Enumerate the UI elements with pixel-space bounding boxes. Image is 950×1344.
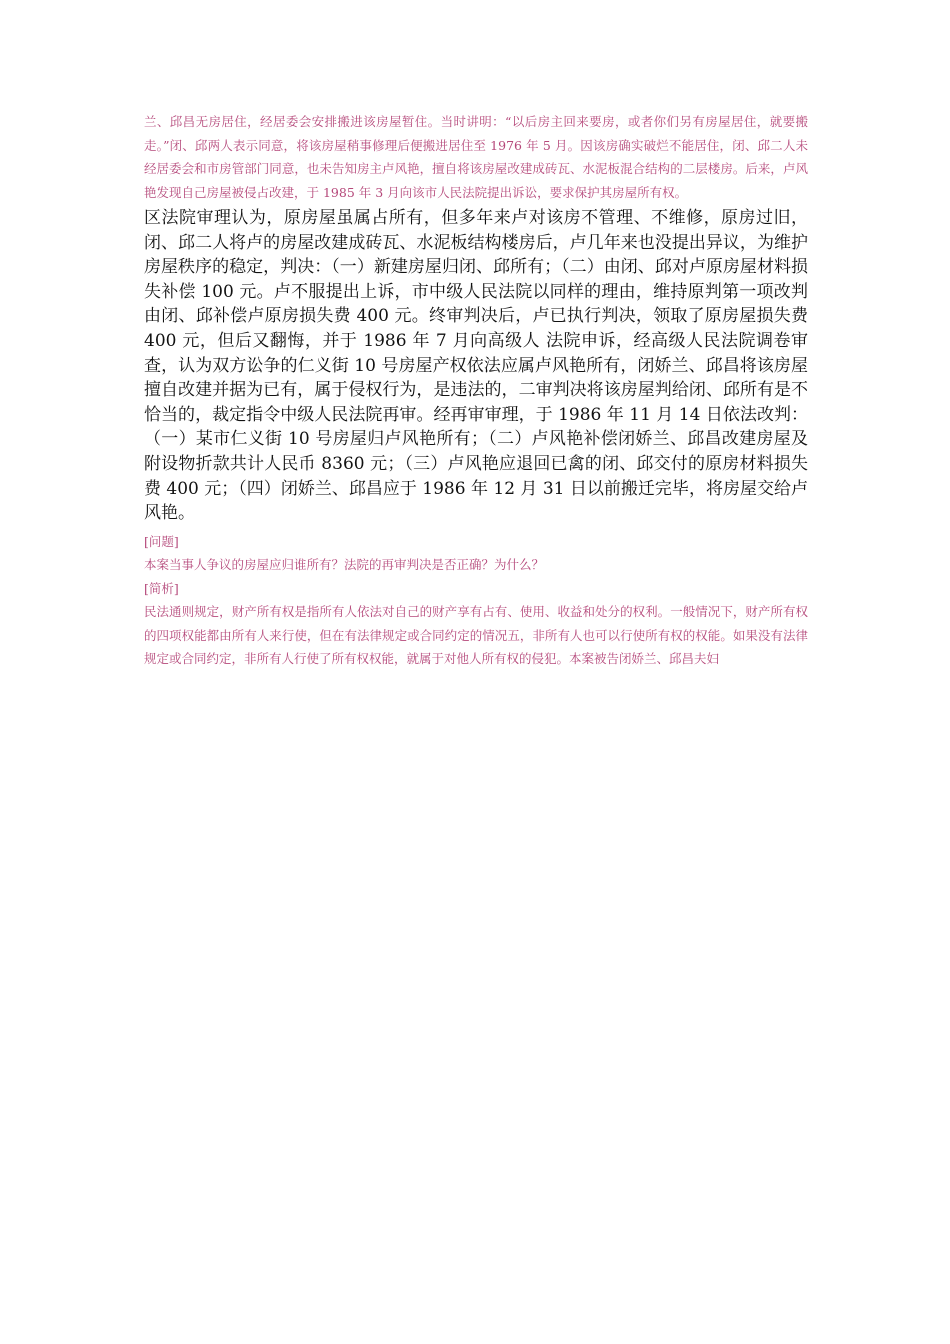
- analysis-text: 民法通则规定，财产所有权是指所有人依法对自己的财产享有占有、使用、收益和处分的权利。一般情况下，财产所有权的四项权能都由所有人来行使，但在有法律规定或合同约定的情况五，非所有人也可以行使所有权的权能。如果没有法律规定或合同约定，非所有人行使了所有权权能，就属于对他人所有权的侵犯。本案被告闭娇兰、邱昌夫妇: [144, 604, 808, 667]
- document-page: [144, 110, 808, 671]
- judgment-paragraph: 区法院审理认为，原房屋虽属占所有，但多年来卢对该房不管理、不维修，原房过旧，闭、邱二人将卢的房屋改建成砖瓦、水泥板结构楼房后，卢几年来也没提出异议，为维护房屋秩序的稳定，判决：（一）新建房屋归闭、邱所有；（二）由闭、邱对卢原房屋材料损失补偿 100 元。卢不服提出上诉，市中级人民法院以同样的理由，维持原判第一项改判由闭、邱补偿卢原房损失费 400 元。终审判决后，卢已执行判决，领取了原房屋损失费 400 元，但后又翻悔，并于 1986 年 7 月向高级人 法院申诉，经高级人民法院调卷审查，认为双方讼争的仁义街 10 号房屋产权依法应属卢风艳所有，闭娇兰、邱昌将该房屋擅自改建并据为已有，属于侵权行为，是违法的，二审判决将该房屋判给闭、邱所有是不恰当的，裁定指令中级人民法院再审。经再审审理，于 1986 年 11 月 14 日依法改判：（一）某市仁义街 10 号房屋归卢风艳所有；（二）卢风艳补偿闭娇兰、邱昌改建房屋及附设物折款共计人民币 8360 元；（三）卢风艳应退回已禽的闭、邱交付的原房材料损失费 400 元；（四）闭娇兰、邱昌应于 1986 年 12 月 31 日以前搬迁完毕，将房屋交给卢风艳。: [144, 208, 808, 524]
- question-text: 本案当事人争议的房屋应归谁所有？法院的再审判决是否正确？为什么？: [144, 557, 545, 573]
- analysis-heading: [简析]: [144, 580, 179, 596]
- question-heading: [问题]: [144, 533, 179, 549]
- intro-paragraph: 兰、邱昌无房居住，经居委会安排搬进该房屋暂住。当时讲明：“以后房主回来要房，或者你们另有房屋居住，就要搬走。”闭、邱两人表示同意，将该房屋稍事修理后便搬进居住至 1976 年 5 月。因该房确实破烂不能居住，闭、邱二人未经居委会和市房管部门同意，也未告知房主卢风艳，擅自将该房屋改建成砖瓦、水泥板混合结构的二层楼房。后来，卢风艳发现自己房屋被侵占改建，于 1985 年 3 月向该市人民法院提出诉讼，要求保护其房屋所有权。: [144, 114, 808, 200]
